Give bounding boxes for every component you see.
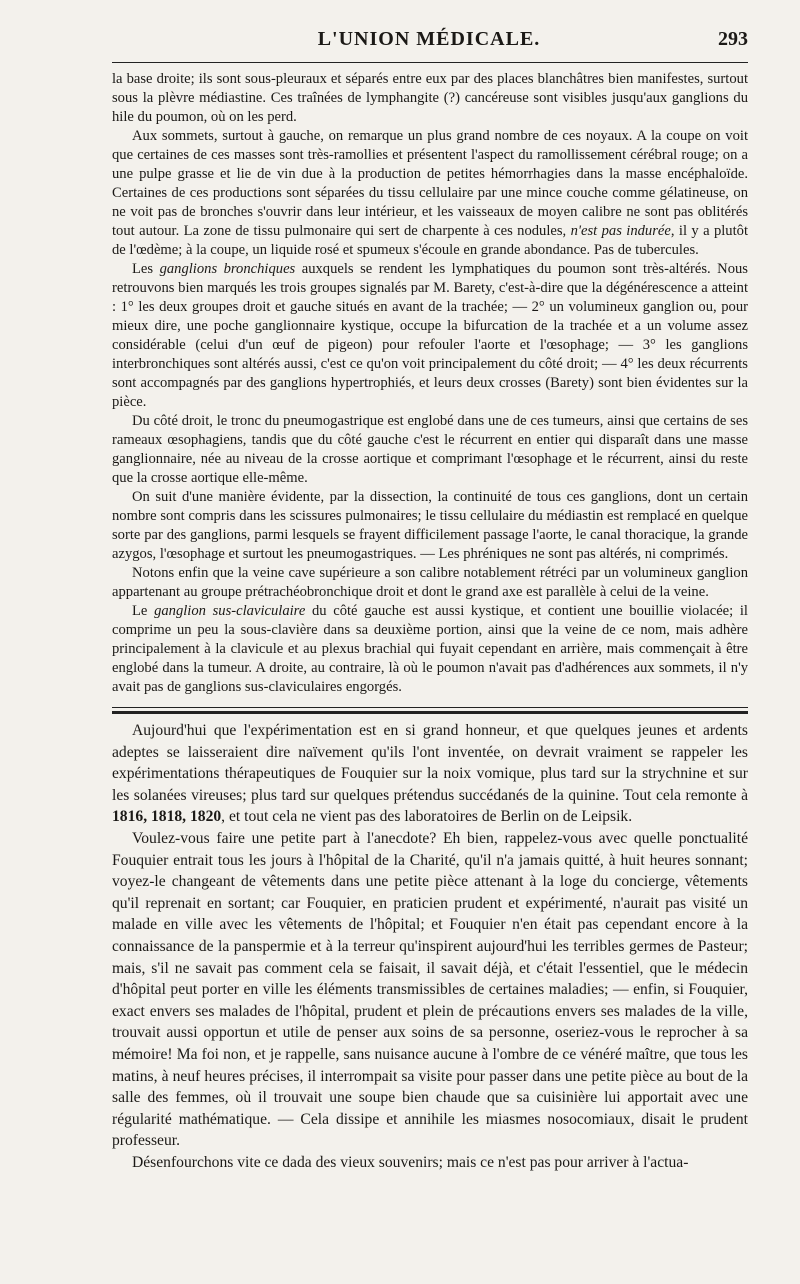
paragraph bbox=[112, 720, 748, 828]
paragraph bbox=[112, 602, 748, 697]
paragraph bbox=[112, 1152, 748, 1174]
page-header bbox=[110, 28, 748, 58]
paragraph-text: Les bbox=[132, 261, 160, 277]
paragraph bbox=[112, 127, 748, 260]
paragraph-text: la base droite; ils sont sous-pleuraux et séparés entre eux par des places blanchâtres bien manifestes, surtout sous la plèvre médiastine. Ces traînées de lymphangite (?) cancéreuse sont visibles jusqu'aux ganglions du hile du poumon, où on les perd. bbox=[112, 71, 748, 125]
section-rule-thick bbox=[112, 711, 748, 714]
paragraph-text: Du côté droit, le tronc du pneumogastrique est englobé dans une de ces tumeurs, ainsi que certains de ses rameaux œsophagiens, tandis que du côté gauche c'est le récurrent en entier qui disparaît dans une masse ganglionnaire, née au niveau de la crosse aortique et comprimant l'œsophage et le récurrent, ainsi du reste que la crosse aortique elle-même. bbox=[112, 413, 748, 486]
feuilleton-section bbox=[112, 720, 748, 1173]
paragraph bbox=[112, 488, 748, 564]
italic-phrase: n'est pas indurée bbox=[570, 223, 671, 239]
paragraph bbox=[112, 564, 748, 602]
paragraph-text: Désenfourchons vite ce dada des vieux souvenirs; mais ce n'est pas pour arriver à l'actua- bbox=[132, 1153, 689, 1171]
text-column bbox=[112, 70, 748, 1173]
paragraph-text: auxquels se rendent les lymphatiques du poumon sont très-altérés. Nous retrouvons bien marqués les trois groupes signalés par M. Barety, c'est-à-dire que la dégénérescence a atteint : 1° les deux groupes droit et gauche situés en avant de la trachée; — 2° un volumineux ganglion ou, pour mieux dire, une poche ganglionnaire kystique, occupe la bifurcation de la trachée et a un volume assez considérable (celui d'un œuf de pigeon) pour refouler l'aorte et l'œsophage; — 3° les ganglions interbronchiques sont altérés aussi, c'est ce qu'on voit principalement du côté droit; — 4° les deux récurrents sont accompagnés par des ganglions hypertrophiés, et leurs deux crosses (Barety) sont bien évidentes sur la pièce. bbox=[112, 261, 748, 410]
paragraph-text: Aux sommets, surtout à gauche, on remarque un plus grand nombre de ces noyaux. A la coupe on voit que certaines de ces masses sont très-ramollies et présentent l'aspect du ramollissement cérébral rouge; on a une pulpe grasse et lie de vin due à la production de petites hémorrhagies dans la masse encéphaloïde. Certaines de ces productions sont séparées du tissu cellulaire par une mince couche comme gélatineuse, on ne voit pas de bronches s'ouvrir dans leur intérieur, et les vaisseaux de moyen calibre ne sont pas oblitérés tout autour. La zone de tissu pulmonaire qui sert de charpente à ces nodules, bbox=[112, 128, 748, 239]
paragraph-text: Aujourd'hui que l'expérimentation est en si grand honneur, et que quelques jeunes et ardents adeptes se laisseraient dire naïvement qu'ils l'ont inventée, on devrait vraiment se rappeler les expérimentations thérapeutiques de Fouquier sur la noix vomique, plus tard sur la strychnine et sur les solanées vireuses; plus tard sur quelques prétendus succédanés de la quinine. Tout cela remonte à bbox=[112, 722, 748, 804]
paragraph-text: , il y a plutôt de l'œdème; à la coupe, un liquide rosé et spumeux s'écoule en grande abondance. Pas de tubercules. bbox=[112, 223, 749, 258]
years-phrase: 1816, 1818, 1820 bbox=[112, 808, 222, 826]
paragraph-text: du côté gauche est aussi kystique, et contient une bouillie violacée; il comprime un peu la sous-clavière dans sa deuxième portion, ainsi que la veine de ce nom, mais adhère principalement à la clavicule et au plexus brachial qui fuyait cependant en arrière, mais commençait à être englobé dans la tumeur. A droite, au contraire, là où le poumon n'avait pas d'adhérences aux sommets, il n'y avait pas de ganglions sus-claviculaires engorgés. bbox=[112, 603, 748, 695]
italic-phrase: ganglions bronchiques bbox=[159, 261, 296, 277]
paragraph-text: , et tout cela ne vient pas des laboratoires de Berlin on de Leipsik. bbox=[221, 808, 633, 826]
page-number: 293 bbox=[718, 28, 748, 50]
paragraph-text: Voulez-vous faire une petite part à l'anecdote? Eh bien, rappelez-vous avec quelle ponctualité Fouquier entrait tous les jours à l'hôpital de la Charité, qu'il n'a jamais quitté, à huit heures sonnant; voyez-le changeant de vêtements dans une petite pièce attenant à la loge du concierge, vêtements qu'il reprenait en sortant; car Fouquier, en praticien prudent et expérimenté, n'aurait pas visité un malade en ville avec les vêtements de l'hôpital; et Fouquier n'en était pas cependant encore à la connaissance de la panspermie et à la terreur qu'inspirent aujourd'hui les terribles germes de Pasteur; mais, s'il ne savait pas comment cela se faisait, il savait déjà, et c'était l'essentiel, que le médecin d'hôpital peut porter en ville les éléments transmissibles de certaines maladies; — enfin, si Fouquier, exact envers ses malades de l'hôpital, prudent et plein de précautions envers ses malades de la ville, trouvait aussi opportun et utile de penser aux soins de sa personne, oseriez-vous le reprocher à sa mémoire! Ma foi non, et je rappelle, sans nuisance aucune à l'ombre de ce vénéré maître, que tous les matins, à neuf heures précises, il interrompait sa visite pour passer dans une petite pièce au bout de la salle des femmes, où il trouvait une soupe bien chaude que sa cuisinière lui apportait avec une régularité mathématique. — Cela dissipe et annihile les miasmes nosocomiaux, disait le prudent professeur. bbox=[112, 829, 748, 1150]
section-rule-thin bbox=[112, 707, 748, 708]
paragraph-text: Notons enfin que la veine cave supérieure a son calibre notablement rétréci par un volumineux ganglion appartenant au groupe prétrachéobronchique droit et dont le grand axe est parallèle à celui de la veine. bbox=[112, 565, 748, 600]
paragraph-text: On suit d'une manière évidente, par la dissection, la continuité de tous ces ganglions, dont un certain nombre sont compris dans les scissures pulmonaires; le tissu cellulaire du médiastin est remplacé en quelque sorte par des ganglions, parmi lesquels se frayent difficilement passage l'aorte, le canal thoracique, la grande azygos, l'œsophage et surtout les pneumogastriques. — Les phréniques ne sont pas altérés, ni comprimés. bbox=[112, 489, 748, 562]
paragraph bbox=[112, 828, 748, 1152]
paragraph bbox=[112, 70, 748, 127]
paragraph bbox=[112, 412, 748, 488]
header-rule bbox=[112, 62, 748, 63]
italic-phrase: ganglion sus-claviculaire bbox=[154, 603, 306, 619]
paragraph-text: Le bbox=[132, 603, 155, 619]
running-title: L'UNION MÉDICALE. bbox=[317, 28, 541, 50]
paragraph bbox=[112, 260, 748, 412]
